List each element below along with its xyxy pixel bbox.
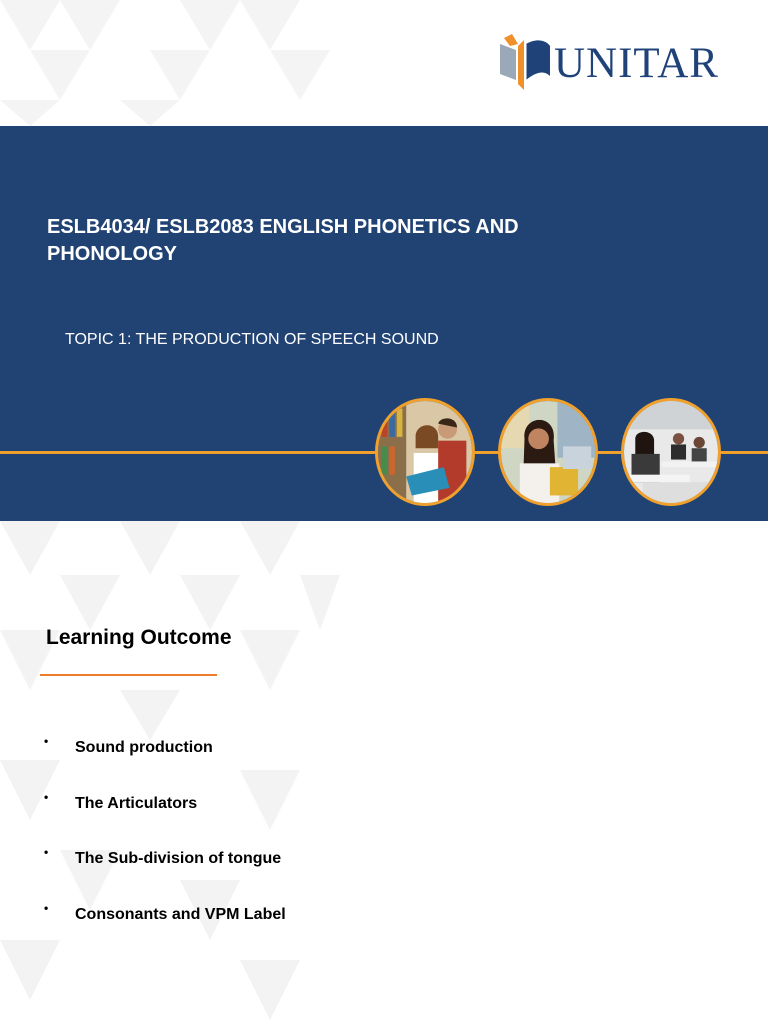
heading-underline — [40, 674, 217, 676]
logo-text: UNITAR — [554, 39, 719, 87]
course-title: ESLB4034/ ESLB2083 ENGLISH PHONETICS AND PHONOLOGY — [47, 216, 519, 265]
bullet-icon: • — [44, 789, 49, 804]
title-banner — [0, 126, 768, 521]
learning-outcome-heading: Learning Outcome — [46, 626, 232, 649]
topic-title: TOPIC 1: THE PRODUCTION OF SPEECH SOUND — [65, 331, 439, 348]
unitar-logo — [496, 32, 741, 94]
bullet-icon: • — [44, 734, 49, 748]
unitar-shield-book-icon — [496, 34, 552, 92]
students-library-photo — [375, 398, 475, 506]
students-classroom-photo — [621, 398, 721, 506]
bullet-icon: • — [44, 900, 49, 915]
student-smiling-photo — [498, 398, 598, 506]
bullet-icon: • — [44, 845, 49, 859]
